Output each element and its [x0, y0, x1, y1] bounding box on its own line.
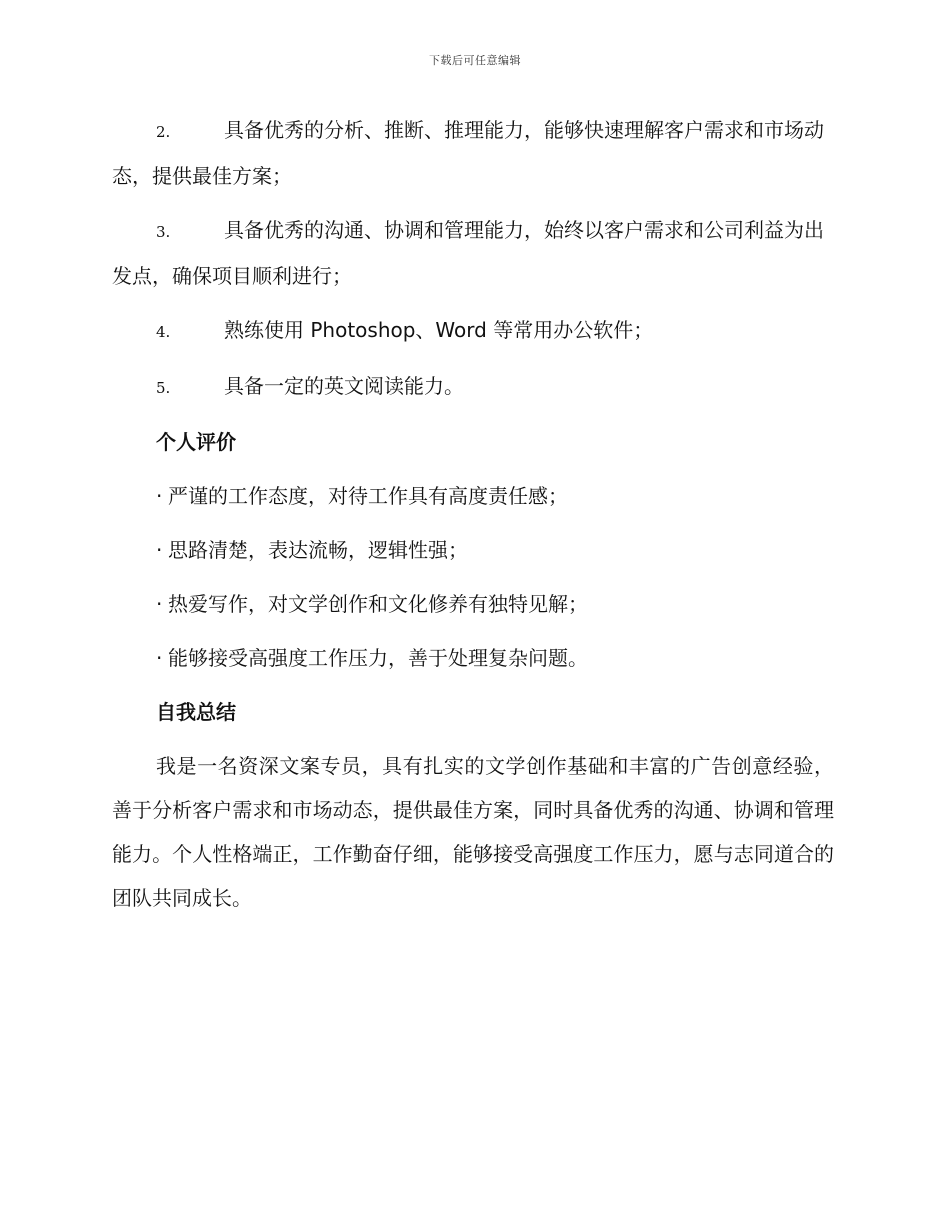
skill-item-4	[112, 308, 834, 354]
bullet-dot: ·	[156, 484, 163, 508]
document-body	[112, 108, 834, 920]
evaluation-item	[112, 474, 834, 518]
list-number: 2.	[156, 123, 171, 141]
skill-text: 具备优秀的分析、推断、推理能力，能够快速理解客户需求和市场动态，提供最佳方案；	[112, 118, 824, 188]
list-number: 3.	[156, 223, 171, 241]
skill-item-5	[112, 364, 834, 410]
skill-item-3	[112, 208, 834, 298]
list-number: 4.	[156, 323, 171, 341]
evaluation-text: 思路清楚，表达流畅，逻辑性强；	[168, 538, 468, 562]
evaluation-item	[112, 636, 834, 680]
section-heading-summary: 自我总结	[156, 700, 236, 724]
bullet-dot: ·	[156, 538, 163, 562]
bullet-dot: ·	[156, 592, 163, 616]
evaluation-item	[112, 582, 834, 626]
list-number: 5.	[156, 379, 171, 397]
bullet-dot: ·	[156, 646, 163, 670]
section-heading-evaluation: 个人评价	[156, 430, 236, 454]
page-header: 下载后可任意编辑	[429, 54, 521, 67]
skill-text: 具备优秀的沟通、协调和管理能力，始终以客户需求和公司利益为出发点，确保项目顺利进行；	[112, 218, 824, 288]
skill-text: 具备一定的英文阅读能力。	[224, 374, 464, 398]
summary-paragraph: 我是一名资深文案专员，具有扎实的文学创作基础和丰富的广告创意经验，善于分析客户需求和市场动态，提供最佳方案，同时具备优秀的沟通、协调和管理能力。个人性格端正，工作勤奋仔细，能够接受高强度工作压力，愿与志同道合的团队共同成长。	[112, 754, 834, 910]
evaluation-text: 严谨的工作态度，对待工作具有高度责任感；	[168, 484, 568, 508]
skill-text: 熟练使用 Photoshop、Word 等常用办公软件；	[224, 318, 654, 342]
evaluation-text: 能够接受高强度工作压力，善于处理复杂问题。	[168, 646, 588, 670]
evaluation-text: 热爱写作，对文学创作和文化修养有独特见解；	[168, 592, 588, 616]
skill-item-2	[112, 108, 834, 198]
evaluation-item	[112, 528, 834, 572]
